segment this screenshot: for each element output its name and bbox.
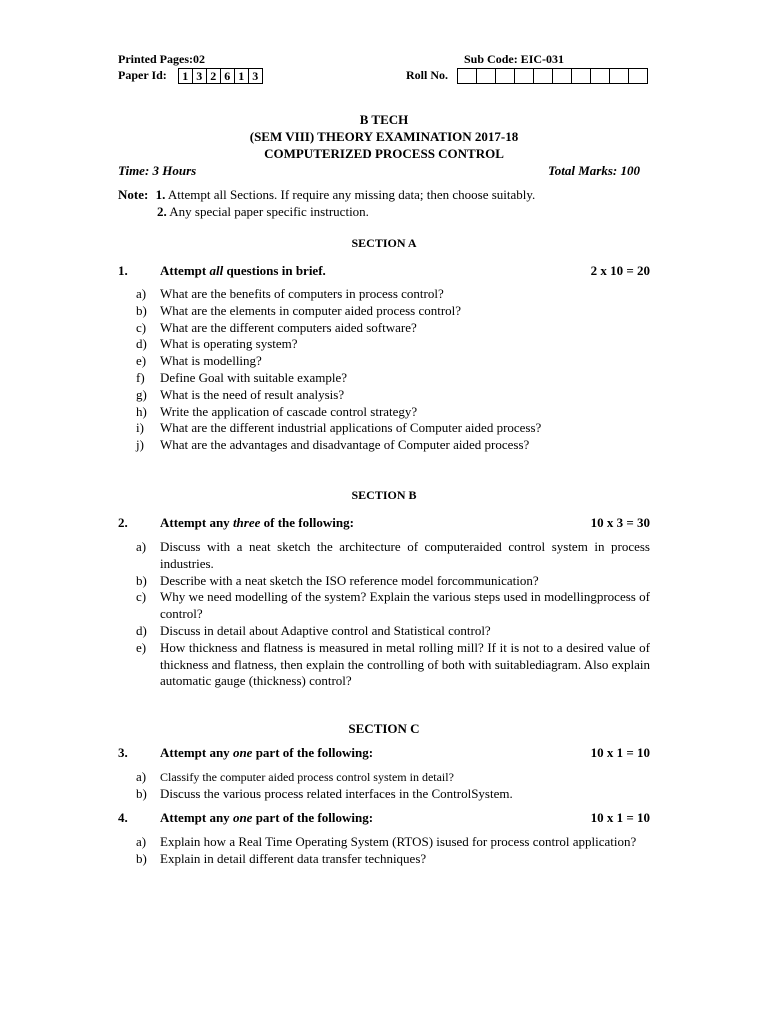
total-marks: Total Marks: 100 [548,163,640,178]
roll-no-box[interactable] [496,69,515,83]
exam-title: (SEM VIII) THEORY EXAMINATION 2017-18 [249,129,519,144]
question-instruction: Attempt any one part of the following: [160,745,374,760]
course-title: B TECH [359,112,409,127]
note-2-text: Any special paper specific instruction. [169,204,369,219]
note-2-number: 2. [157,204,167,219]
roll-no-boxes[interactable] [457,68,648,84]
paper-id-label: Paper Id: [118,68,167,82]
section-c-heading: SECTION C [348,721,420,736]
list-item: e) How thickness and flatness is measured in metal rolling mill? If it is not to a desired value of thickness and flatness, then explain the controlling of both with suitablediagram. Also explain automatic gauge (thickness) control? [136,639,650,689]
paper-id-digit: 1 [235,69,249,83]
roll-no-box[interactable] [458,69,477,83]
question-marks: 2 x 10 = 20 [590,263,650,278]
list-item: e) What is modelling? [136,353,262,369]
roll-no-label: Roll No. [406,68,448,82]
roll-no-box[interactable] [610,69,629,83]
list-item: a) Discuss with a neat sketch the architecture of computeraided control system in process industries. [136,539,650,571]
roll-no-box[interactable] [515,69,534,83]
section-a-heading: SECTION A [351,236,417,250]
roll-no-box[interactable] [629,69,647,83]
section-a-parts [136,286,650,454]
list-item: a) What are the benefits of computers in process control? [136,286,444,301]
note-line-1 [118,187,535,203]
question-marks: 10 x 3 = 30 [590,515,650,530]
note-1-number: 1. [155,187,166,202]
list-item: c) What are the different computers aided software? [136,319,417,335]
list-item: d) What is operating system? [136,336,298,352]
list-item: b) Discuss the various process related interfaces in the ControlSystem. [136,785,513,801]
question-marks: 10 x 1 = 10 [590,810,650,825]
printed-pages: Printed Pages:02 [118,52,205,66]
list-item: b) What are the elements in computer aided process control? [136,302,462,318]
paper-id-boxes [178,68,263,84]
section-b-parts [136,539,650,690]
question-instruction: Attempt any three of the following: [160,515,354,530]
roll-no-row [406,68,648,84]
list-item: h) Write the application of cascade control strategy? [136,403,418,419]
question-marks: 10 x 1 = 10 [590,745,650,760]
roll-no-box[interactable] [534,69,553,83]
note-line-2 [157,204,369,220]
note-label: Note: [118,187,149,202]
list-item: f) Define Goal with suitable example? [136,369,347,385]
roll-no-box[interactable] [477,69,496,83]
list-item: b) Explain in detail different data transfer techniques? [136,850,427,866]
list-item: c) Why we need modelling of the system? Explain the various steps used in modellingprocess of control? [136,589,650,622]
list-item: a) Classify the computer aided process control system in detail? [136,769,454,784]
sub-code: Sub Code: EIC-031 [464,52,565,66]
paper-id-digit: 6 [221,69,235,83]
list-item: i) What are the different industrial applications of Computer aided process? [136,420,542,436]
note-1-text: Attempt all Sections. If require any missing data; then choose suitably. [167,187,536,202]
subject-title: COMPUTERIZED PROCESS CONTROL [264,146,504,161]
question-4-parts [136,834,650,868]
question-instruction: Attempt all questions in brief. [160,263,326,278]
section-b-heading: SECTION B [351,488,417,502]
roll-no-box[interactable] [553,69,572,83]
question-3-parts [136,769,650,803]
list-item: d) Discuss in detail about Adaptive control and Statistical control? [136,622,491,638]
roll-no-box[interactable] [591,69,610,83]
question-number: 3. [118,745,128,760]
paper-id-digit: 3 [193,69,207,83]
roll-no-box[interactable] [572,69,591,83]
paper-id-row [118,68,263,84]
question-number: 2. [118,515,128,530]
question-instruction: Attempt any one part of the following: [160,810,374,825]
paper-id-digit: 2 [207,69,221,83]
question-number: 1. [118,263,128,278]
list-item: b) Describe with a neat sketch the ISO reference model forcommunication? [136,572,539,588]
list-item: j) What are the advantages and disadvantage of Computer aided process? [136,437,530,453]
list-item: g) What is the need of result analysis? [136,386,345,402]
time-allowed: Time: 3 Hours [118,163,197,178]
paper-id-digit: 1 [179,69,193,83]
paper-id-digit: 3 [252,69,259,84]
list-item: a) Explain how a Real Time Operating System (RTOS) isused for process control application? [136,834,637,849]
question-number: 4. [118,810,128,825]
